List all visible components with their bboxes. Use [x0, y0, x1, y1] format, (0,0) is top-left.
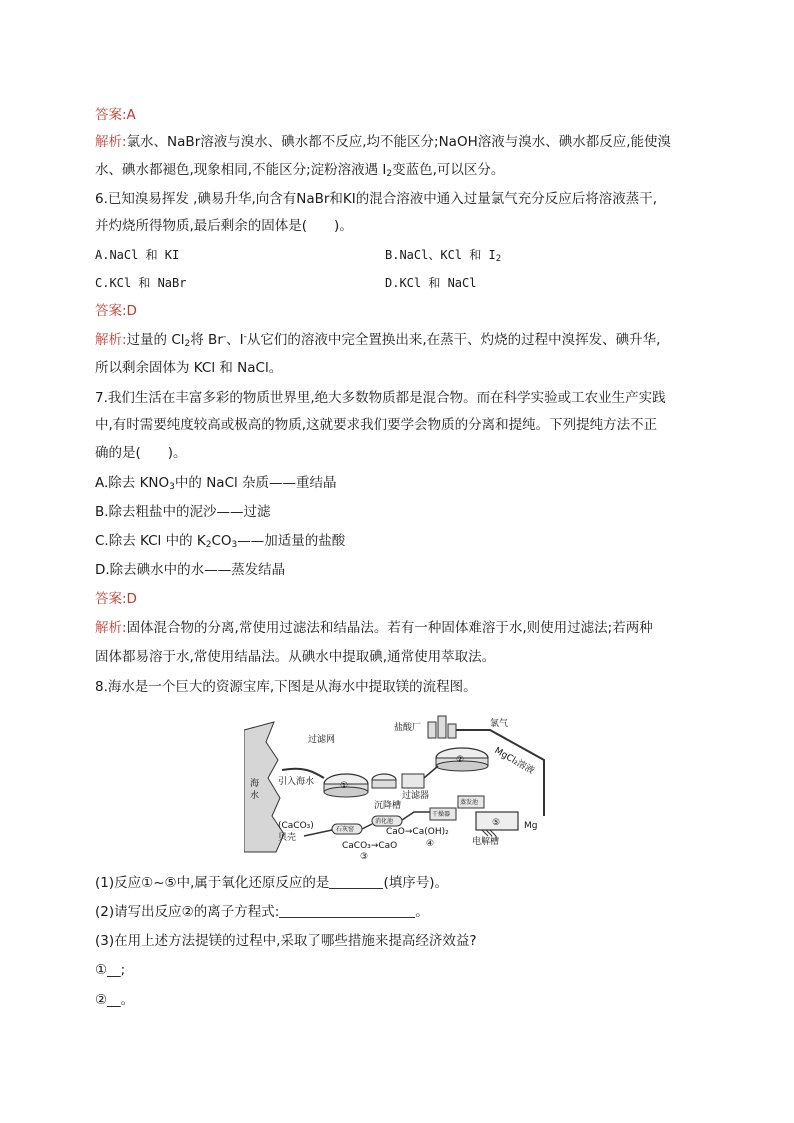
label-mg: Mg — [524, 821, 538, 831]
q7-answer: 答案:D — [95, 591, 137, 607]
label-step-4: ④ — [426, 839, 435, 849]
q6-answer: 答案:D — [95, 303, 137, 319]
label-chlorine: 氯气 — [490, 719, 509, 729]
label-filter: 过滤器 — [402, 791, 430, 801]
q7-option-a: A.除去 $KNO_3$中的 NaCl 杂质——重结晶 — [95, 475, 337, 492]
q7-explanation-line1: 解析:固体混合物的分离,常使用过滤法和结晶法。若有一种固体难溶于水,则使用过滤法;若两种 — [95, 620, 653, 636]
label-settling: 沉降槽 — [374, 801, 402, 811]
q5-explanation-line2: 水、碘水都褪色,现象相同,不能区分;淀粉溶液遇 $I_2$变蓝色,可以区分。 — [95, 162, 505, 179]
q6-stem-line1: 6.已知溴易挥发 ,碘易升华,向含有NaBr和KI的混合溶液中通入过量氯气充分反应后将溶液蒸干, — [95, 191, 658, 207]
magnesium-extraction-diagram — [244, 712, 556, 860]
q6-stem-line2: 并灼烧所得物质,最后剩余的固体是( )。 — [95, 218, 353, 234]
label-caco3: (CaCO₃) — [278, 821, 314, 831]
q7-stem-line3: 确的是( )。 — [95, 445, 187, 461]
q6-option-d: D.KCl 和 NaCl — [385, 276, 477, 290]
label-hcl-plant: 盐酸厂 — [394, 723, 422, 733]
label-step-1: ① — [340, 781, 349, 791]
q6-options-row1 — [95, 245, 502, 265]
label-mgcl2: MgCl₂溶液 — [492, 745, 536, 777]
q8-sub3: (3)在用上述方法提镁的过程中,采取了哪些措施来提高经济效益? — [95, 933, 477, 949]
flow-diagram-svg — [244, 712, 556, 860]
q8-answer-1: ①__; — [95, 962, 126, 978]
label-shell: 贝壳 — [278, 833, 297, 843]
q8-stem: 8.海水是一个巨大的资源宝库,下图是从海水中提取镁的流程图。 — [95, 679, 477, 695]
label-dryer: 干燥器 — [432, 811, 451, 818]
q6-option-a: A.NaCl 和 KI — [95, 248, 180, 262]
q8-sub2: (2)请写出反应②的离子方程式: 。 — [95, 904, 429, 920]
q5-explanation-line1: 解析:氯水、NaBr溶液与溴水、碘水都不反应,均不能区分;NaOH溶液与溴水、碘水都反应,能使溴 — [95, 134, 672, 150]
answer-blank-1[interactable] — [329, 874, 383, 889]
q5-answer: 答案:A — [95, 107, 136, 123]
q7-option-b: B.除去粗盐中的泥沙——过滤 — [95, 504, 271, 520]
label-step-5: ⑤ — [492, 818, 501, 828]
q6-option-c: C.KCl 和 NaBr — [95, 276, 187, 290]
q6-explanation-line2: 所以剩余固体为 KCl 和 NaCl。 — [95, 360, 283, 376]
label-electro: 电解槽 — [472, 837, 500, 847]
q7-option-c: C.除去 KCl 中的 $K_2CO_3——$加适量的盐酸 — [95, 533, 346, 550]
label-kiln: 石灰窑 — [336, 826, 355, 833]
label-filter-net: 过滤网 — [308, 735, 336, 745]
label-water: 水 — [250, 791, 260, 801]
label-evap: 蒸发池 — [460, 799, 479, 806]
q7-option-d: D.除去碘水中的水——蒸发结晶 — [95, 562, 286, 578]
q6-options-row2 — [95, 273, 477, 293]
label-slaker: 消化池 — [375, 818, 394, 825]
q6-explanation-line1: 解析:过量的 $Cl_2$将 Br-、I-从它们的溶液中完全置换出来,在蒸干、灼烧的过程中溴挥发、碘升华, — [95, 332, 661, 349]
q7-stem-line1: 7.我们生活在丰富多彩的物质世界里,绝大多数物质都是混合物。而在科学实验或工农业生产实践 — [95, 390, 666, 406]
q8-sub1: (1)反应①~⑤中,属于氧化还原反应的是 (填序号)。 — [95, 875, 448, 891]
q7-stem-line2: 中,有时需要纯度较高或极高的物质,这就要求我们要学会物质的分离和提纯。下列提纯方法不正 — [95, 417, 658, 433]
label-cao-eq: CaO→Ca(OH)₂ — [386, 827, 449, 837]
q6-option-b: B.NaCl、KCl 和 $I_2$ — [385, 248, 502, 264]
label-step-3: ③ — [360, 852, 369, 860]
q8-answer-2: ②__。 — [95, 992, 135, 1008]
answer-blank-2[interactable] — [279, 903, 415, 918]
label-intake: 引入海水 — [278, 777, 315, 787]
label-step-2: ② — [456, 755, 465, 765]
q7-explanation-line2: 固体都易溶于水,常使用结晶法。从碘水中提取碘,通常使用萃取法。 — [95, 649, 496, 665]
label-sea: 海 — [250, 779, 260, 789]
label-caco3-eq: CaCO₃→CaO — [342, 841, 398, 851]
